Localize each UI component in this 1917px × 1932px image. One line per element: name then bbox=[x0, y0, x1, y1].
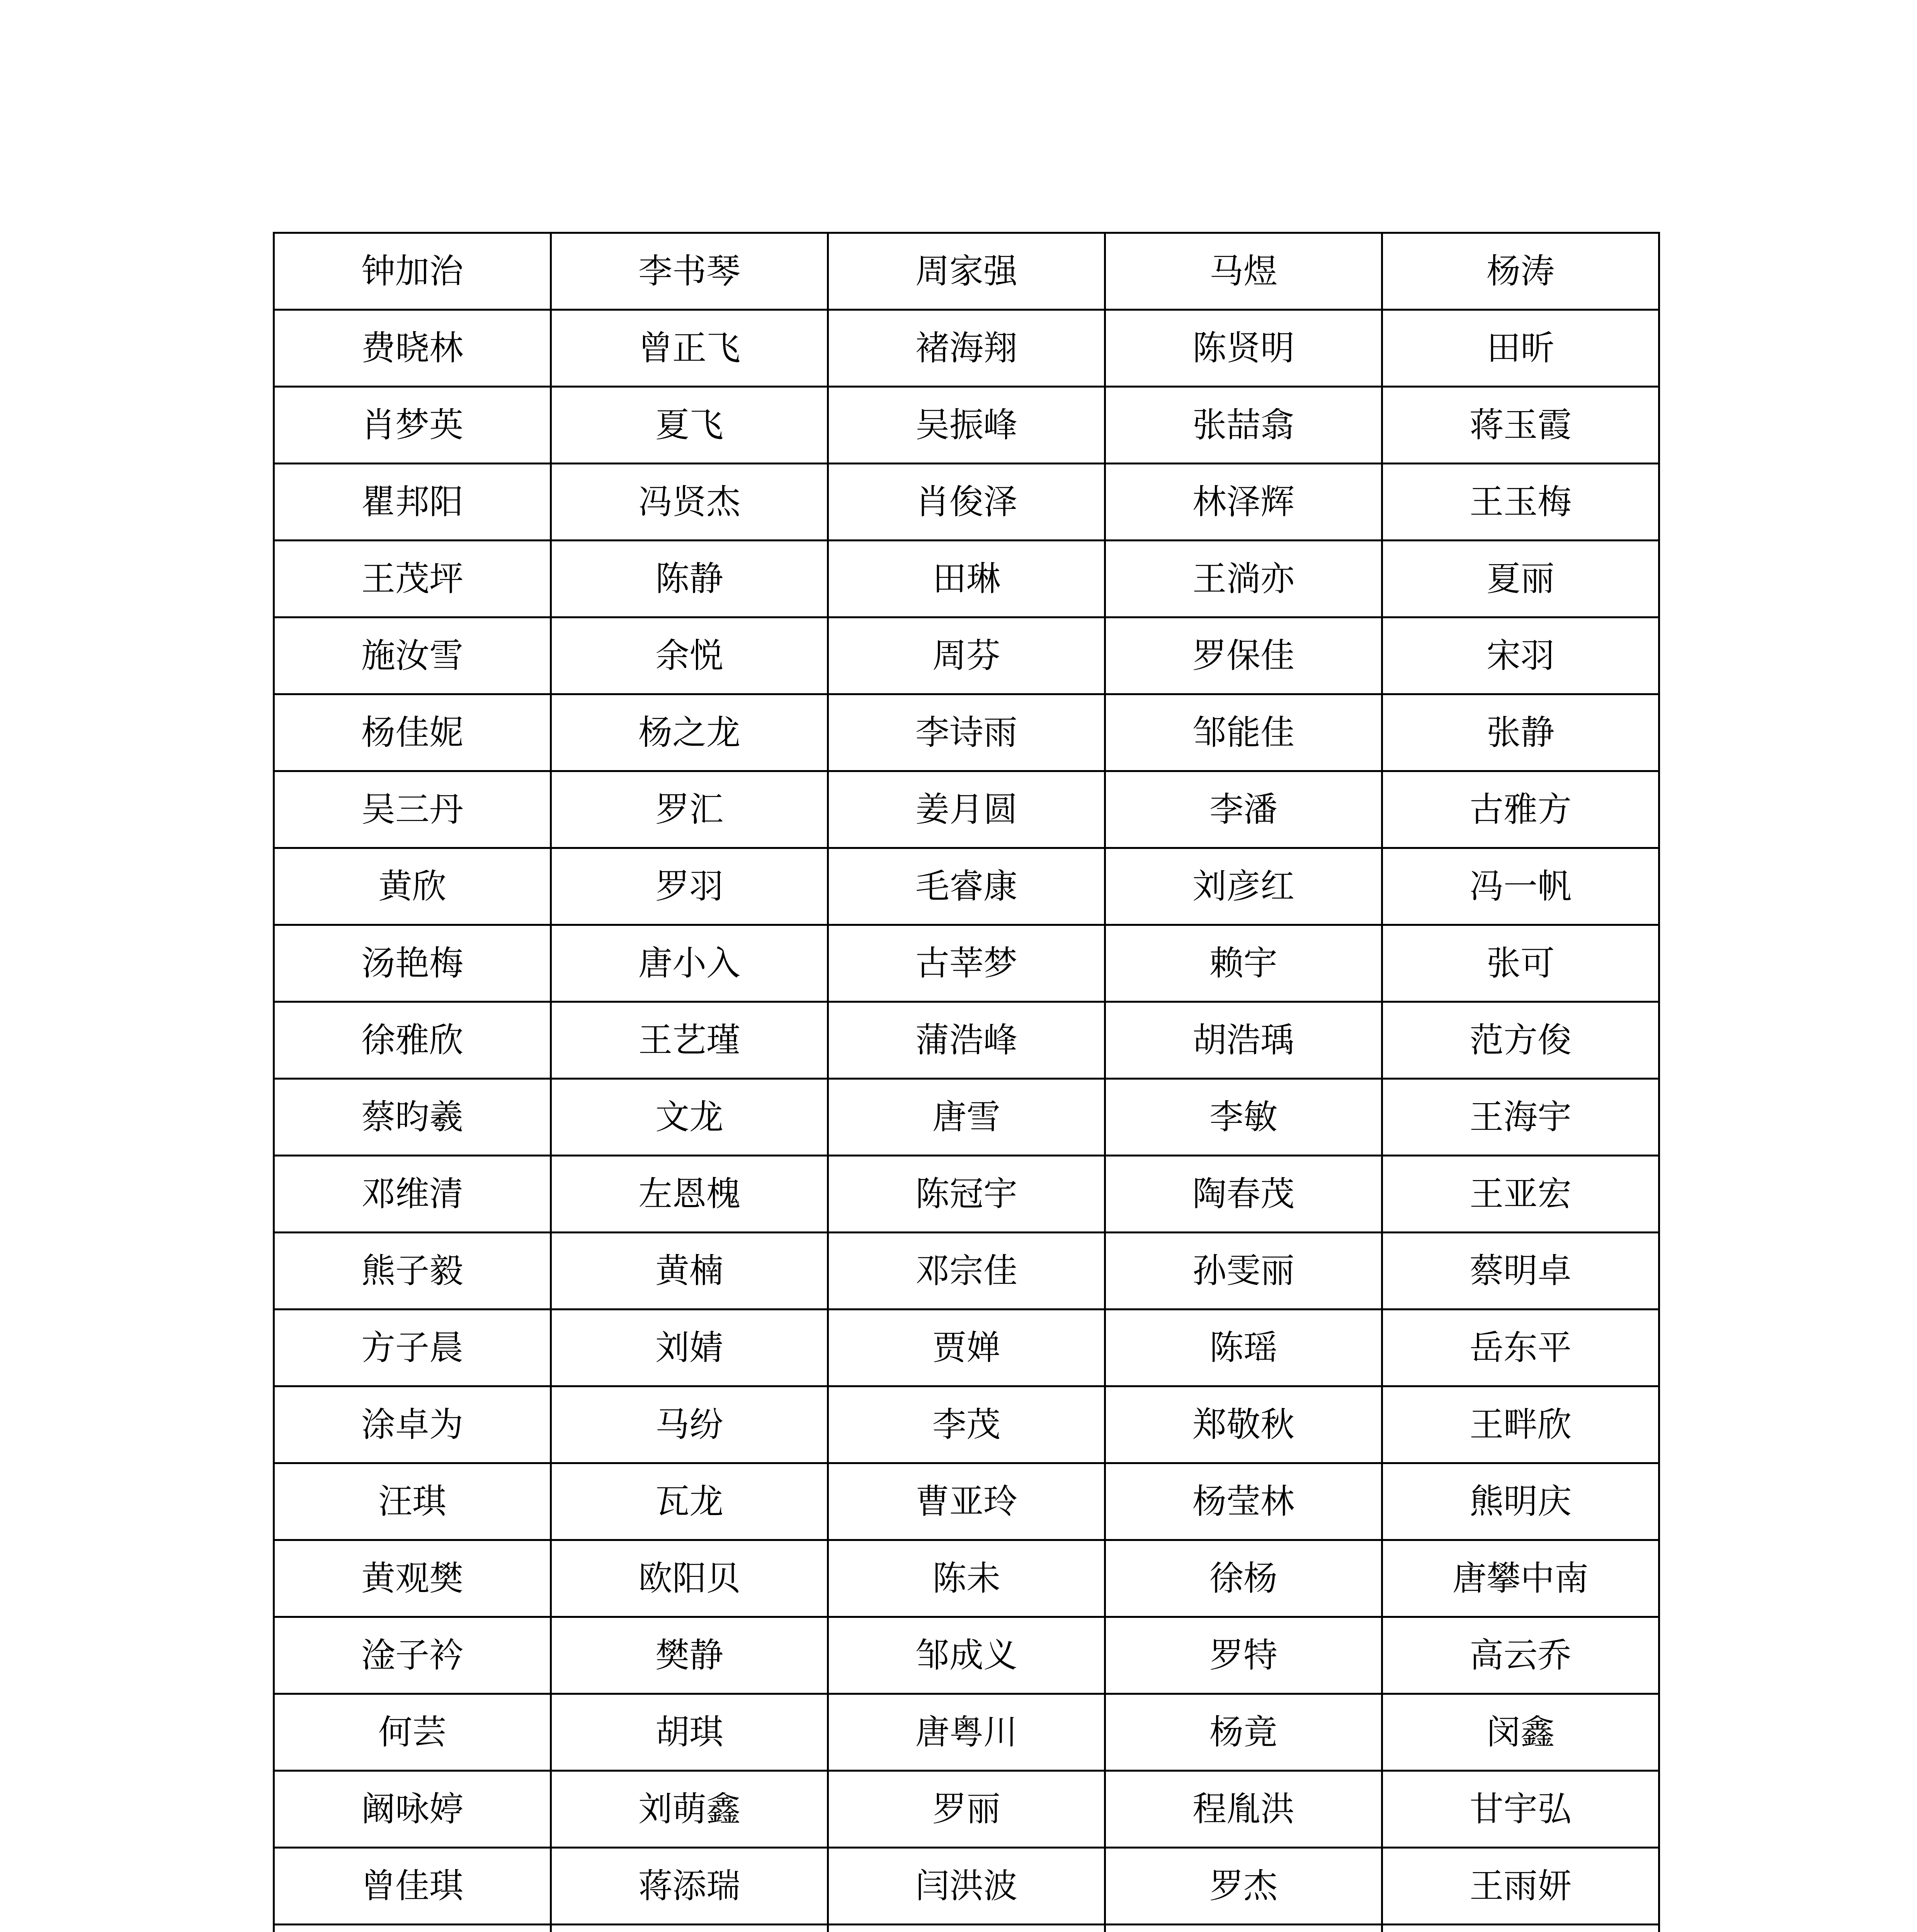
table-cell: 杨之龙 bbox=[551, 694, 828, 771]
table-cell: 罗汇 bbox=[551, 771, 828, 848]
table-row bbox=[274, 387, 1659, 464]
table-cell: 杨莹林 bbox=[1105, 1463, 1382, 1540]
table-row bbox=[274, 1848, 1659, 1925]
table-cell: 闵鑫 bbox=[1382, 1694, 1659, 1771]
table-cell: 李茂 bbox=[828, 1386, 1105, 1463]
table-cell bbox=[828, 1925, 1105, 1932]
table-cell: 阚咏婷 bbox=[274, 1771, 551, 1848]
table-cell: 黄欣 bbox=[274, 848, 551, 925]
table-cell: 杨涛 bbox=[1382, 233, 1659, 310]
table-cell bbox=[1105, 1925, 1382, 1932]
table-cell: 费晓林 bbox=[274, 310, 551, 387]
table-row bbox=[274, 541, 1659, 617]
table-cell: 李敏 bbox=[1105, 1079, 1382, 1156]
table-cell: 胡琪 bbox=[551, 1694, 828, 1771]
table-cell: 王玉梅 bbox=[1382, 464, 1659, 541]
table-cell: 王茂坪 bbox=[274, 541, 551, 617]
table-row bbox=[274, 1540, 1659, 1617]
table-cell bbox=[1382, 1925, 1659, 1932]
table-cell: 陈贤明 bbox=[1105, 310, 1382, 387]
table-cell: 樊静 bbox=[551, 1617, 828, 1694]
table-row bbox=[274, 1233, 1659, 1310]
table-cell: 杨竟 bbox=[1105, 1694, 1382, 1771]
table-cell: 邓维清 bbox=[274, 1156, 551, 1233]
table-row bbox=[274, 1771, 1659, 1848]
table-cell: 田琳 bbox=[828, 541, 1105, 617]
table-cell: 邹成义 bbox=[828, 1617, 1105, 1694]
table-cell: 周家强 bbox=[828, 233, 1105, 310]
table-cell: 冯贤杰 bbox=[551, 464, 828, 541]
table-row bbox=[274, 310, 1659, 387]
table-row bbox=[274, 1310, 1659, 1386]
table-cell: 黄观樊 bbox=[274, 1540, 551, 1617]
table-cell: 李诗雨 bbox=[828, 694, 1105, 771]
table-cell: 肖俊泽 bbox=[828, 464, 1105, 541]
table-cell: 王淌亦 bbox=[1105, 541, 1382, 617]
table-cell: 罗羽 bbox=[551, 848, 828, 925]
table-cell: 唐粤川 bbox=[828, 1694, 1105, 1771]
table-cell: 冯一帆 bbox=[1382, 848, 1659, 925]
table-cell: 吴振峰 bbox=[828, 387, 1105, 464]
table-cell: 余悦 bbox=[551, 617, 828, 694]
table-cell: 马煜 bbox=[1105, 233, 1382, 310]
table-cell: 黄楠 bbox=[551, 1233, 828, 1310]
table-cell bbox=[274, 1925, 551, 1932]
table-cell: 汤艳梅 bbox=[274, 925, 551, 1002]
table-cell: 夏丽 bbox=[1382, 541, 1659, 617]
table-row bbox=[274, 617, 1659, 694]
table-row bbox=[274, 1079, 1659, 1156]
table-cell: 陈冠宇 bbox=[828, 1156, 1105, 1233]
table-cell: 唐小入 bbox=[551, 925, 828, 1002]
table-cell: 熊子毅 bbox=[274, 1233, 551, 1310]
table-cell: 张静 bbox=[1382, 694, 1659, 771]
table-cell: 王海宇 bbox=[1382, 1079, 1659, 1156]
table-cell: 宋羽 bbox=[1382, 617, 1659, 694]
table-cell: 熊明庆 bbox=[1382, 1463, 1659, 1540]
table-cell: 瓦龙 bbox=[551, 1463, 828, 1540]
table-cell: 唐攀中南 bbox=[1382, 1540, 1659, 1617]
table-cell: 邹能佳 bbox=[1105, 694, 1382, 771]
table-cell: 蒋添瑞 bbox=[551, 1848, 828, 1925]
table-cell: 古莘梦 bbox=[828, 925, 1105, 1002]
table-cell: 高云乔 bbox=[1382, 1617, 1659, 1694]
table-cell: 岳东平 bbox=[1382, 1310, 1659, 1386]
table-cell: 马纷 bbox=[551, 1386, 828, 1463]
table-cell: 王艺瑾 bbox=[551, 1002, 828, 1079]
table-row bbox=[274, 1617, 1659, 1694]
table-cell: 姜月圆 bbox=[828, 771, 1105, 848]
table-cell: 蔡昀羲 bbox=[274, 1079, 551, 1156]
table-cell: 文龙 bbox=[551, 1079, 828, 1156]
table-cell: 陈静 bbox=[551, 541, 828, 617]
table-cell: 徐杨 bbox=[1105, 1540, 1382, 1617]
table-row bbox=[274, 1925, 1659, 1932]
table-cell: 曾佳琪 bbox=[274, 1848, 551, 1925]
table-cell: 毛睿康 bbox=[828, 848, 1105, 925]
table-row bbox=[274, 771, 1659, 848]
table-cell: 徐雅欣 bbox=[274, 1002, 551, 1079]
table-cell: 淦子衿 bbox=[274, 1617, 551, 1694]
table-cell: 张喆翕 bbox=[1105, 387, 1382, 464]
table-cell: 范方俊 bbox=[1382, 1002, 1659, 1079]
table-cell: 邓宗佳 bbox=[828, 1233, 1105, 1310]
table-cell: 贾婵 bbox=[828, 1310, 1105, 1386]
table-cell: 肖梦英 bbox=[274, 387, 551, 464]
table-cell: 李书琴 bbox=[551, 233, 828, 310]
table-cell: 张可 bbox=[1382, 925, 1659, 1002]
table-row bbox=[274, 1694, 1659, 1771]
table-cell: 田昕 bbox=[1382, 310, 1659, 387]
table-cell: 左恩槐 bbox=[551, 1156, 828, 1233]
table-cell: 陈未 bbox=[828, 1540, 1105, 1617]
table-row bbox=[274, 464, 1659, 541]
table-cell: 王亚宏 bbox=[1382, 1156, 1659, 1233]
table-row bbox=[274, 1002, 1659, 1079]
table-cell bbox=[551, 1925, 828, 1932]
table-cell: 程胤洪 bbox=[1105, 1771, 1382, 1848]
table-cell: 胡浩瑀 bbox=[1105, 1002, 1382, 1079]
table-cell: 方子晨 bbox=[274, 1310, 551, 1386]
table-cell: 褚海翔 bbox=[828, 310, 1105, 387]
table-cell: 孙雯丽 bbox=[1105, 1233, 1382, 1310]
table-cell: 夏飞 bbox=[551, 387, 828, 464]
table-cell: 罗保佳 bbox=[1105, 617, 1382, 694]
table-cell: 蔡明卓 bbox=[1382, 1233, 1659, 1310]
table-cell: 李潘 bbox=[1105, 771, 1382, 848]
table-cell: 赖宇 bbox=[1105, 925, 1382, 1002]
table-cell: 曾正飞 bbox=[551, 310, 828, 387]
table-cell: 王雨妍 bbox=[1382, 1848, 1659, 1925]
table-cell: 唐雪 bbox=[828, 1079, 1105, 1156]
table-row bbox=[274, 1386, 1659, 1463]
table-cell: 刘婧 bbox=[551, 1310, 828, 1386]
table-cell: 林泽辉 bbox=[1105, 464, 1382, 541]
table-cell: 古雅方 bbox=[1382, 771, 1659, 848]
table-cell: 王畔欣 bbox=[1382, 1386, 1659, 1463]
name-table bbox=[273, 232, 1660, 1932]
table-row bbox=[274, 1156, 1659, 1233]
table-cell: 涂卓为 bbox=[274, 1386, 551, 1463]
table-cell: 吴三丹 bbox=[274, 771, 551, 848]
table-row bbox=[274, 925, 1659, 1002]
table-cell: 罗杰 bbox=[1105, 1848, 1382, 1925]
name-table-body bbox=[274, 233, 1659, 1932]
table-cell: 蒋玉霞 bbox=[1382, 387, 1659, 464]
table-cell: 郑敬秋 bbox=[1105, 1386, 1382, 1463]
table-cell: 汪琪 bbox=[274, 1463, 551, 1540]
table-cell: 周芬 bbox=[828, 617, 1105, 694]
table-cell: 甘宇弘 bbox=[1382, 1771, 1659, 1848]
table-cell: 欧阳贝 bbox=[551, 1540, 828, 1617]
table-cell: 钟加治 bbox=[274, 233, 551, 310]
table-cell: 刘萌鑫 bbox=[551, 1771, 828, 1848]
table-cell: 陶春茂 bbox=[1105, 1156, 1382, 1233]
table-row bbox=[274, 694, 1659, 771]
table-cell: 杨佳妮 bbox=[274, 694, 551, 771]
table-cell: 瞿邦阳 bbox=[274, 464, 551, 541]
table-cell: 闫洪波 bbox=[828, 1848, 1105, 1925]
table-row bbox=[274, 233, 1659, 310]
table-cell: 蒲浩峰 bbox=[828, 1002, 1105, 1079]
table-row bbox=[274, 848, 1659, 925]
table-cell: 曹亚玲 bbox=[828, 1463, 1105, 1540]
table-cell: 陈瑶 bbox=[1105, 1310, 1382, 1386]
table-cell: 何芸 bbox=[274, 1694, 551, 1771]
table-cell: 罗特 bbox=[1105, 1617, 1382, 1694]
table-cell: 罗丽 bbox=[828, 1771, 1105, 1848]
table-cell: 施汝雪 bbox=[274, 617, 551, 694]
table-cell: 刘彦红 bbox=[1105, 848, 1382, 925]
table-row bbox=[274, 1463, 1659, 1540]
